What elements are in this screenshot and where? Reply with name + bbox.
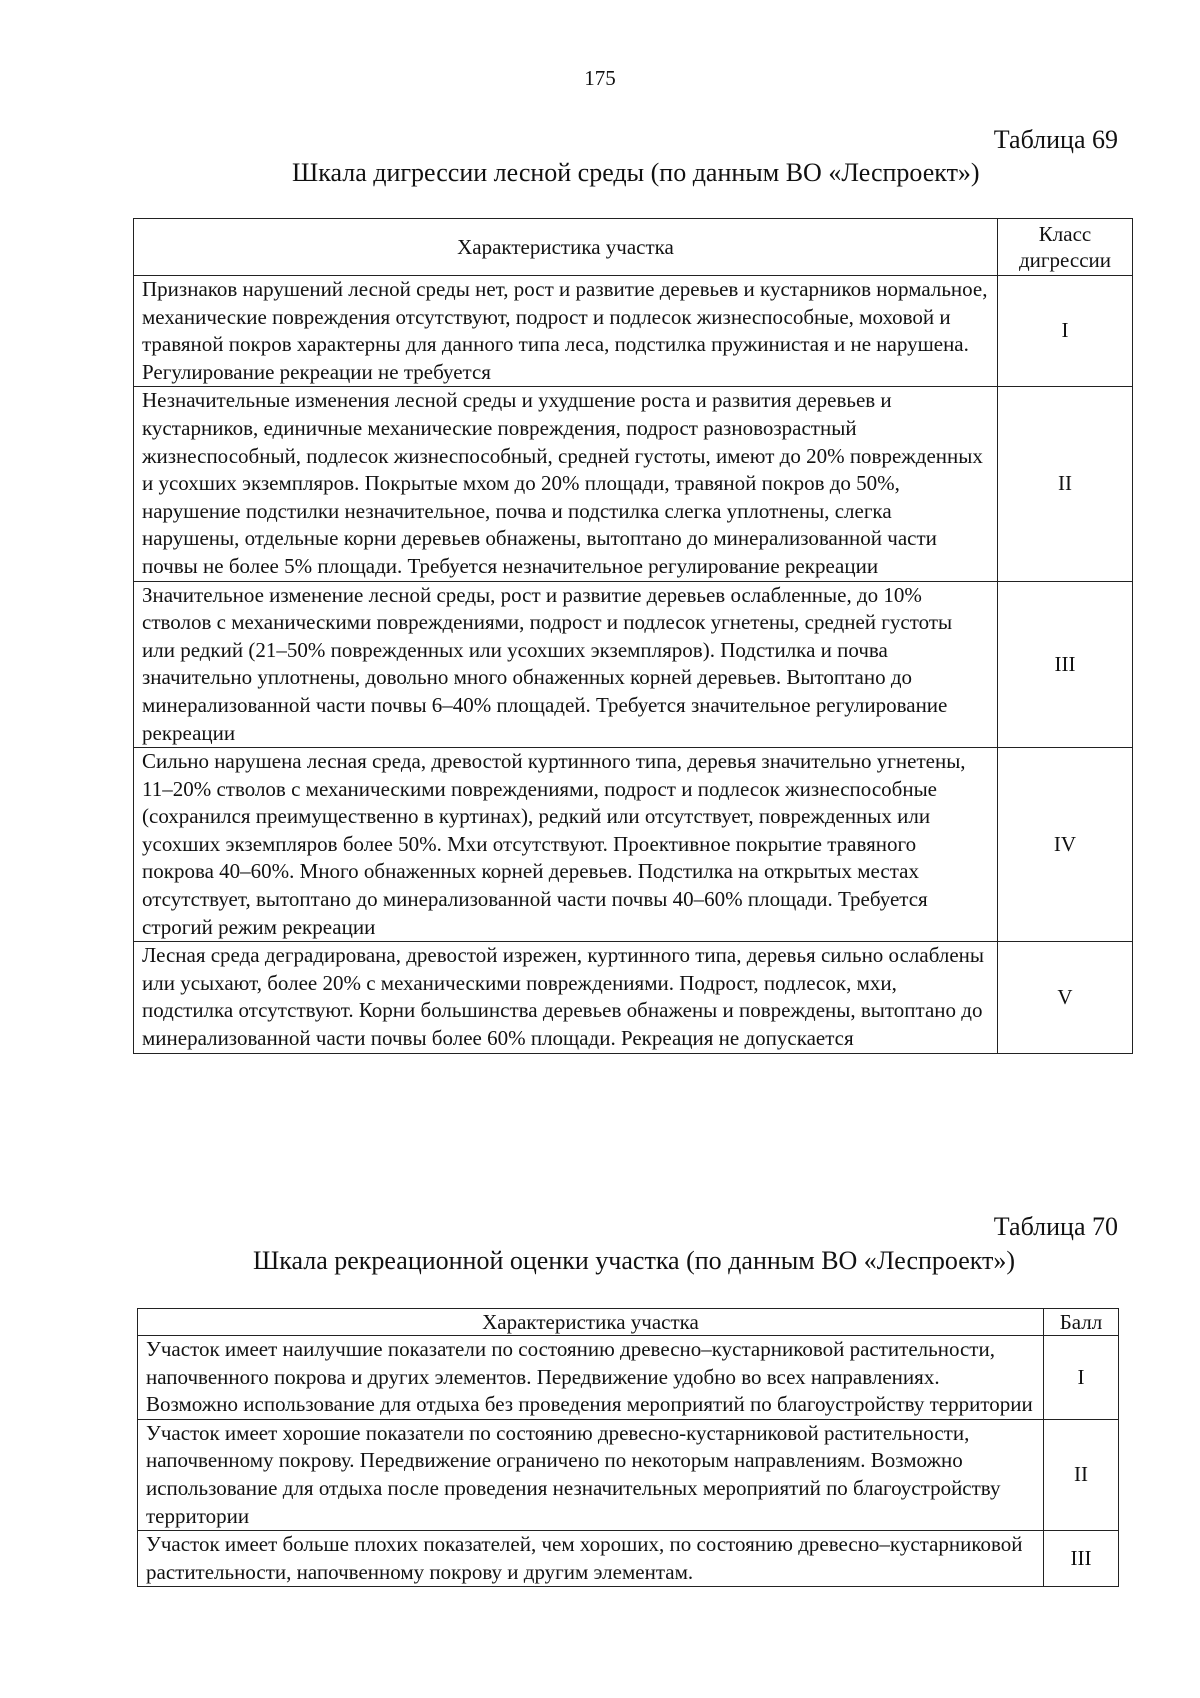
table-69 bbox=[133, 218, 1133, 1054]
row-class: IV bbox=[998, 748, 1133, 942]
page-number: 175 bbox=[584, 66, 616, 90]
table-69-label: Таблица 69 bbox=[993, 125, 1118, 154]
table-row bbox=[138, 1531, 1119, 1587]
header-class-line2: дигрессии bbox=[1019, 248, 1111, 272]
row-description: Признаков нарушений лесной среды нет, рост и развитие деревьев и кустарников нормальное, механические повреждения отсутствуют, подрост и подлесок жизнеспособные, моховой и травяной покров характерны для данного типа леса, подстилка пружинистая и не нарушена. Регулирование рекреации не требуется bbox=[134, 276, 998, 387]
table-70-label: Таблица 70 bbox=[993, 1212, 1118, 1241]
header-class-line1: Класс bbox=[1038, 222, 1092, 246]
table-row bbox=[134, 387, 1133, 581]
header-characteristic: Характеристика участка bbox=[138, 1309, 1044, 1336]
table-70 bbox=[137, 1308, 1119, 1587]
row-description: Значительное изменение лесной среды, рост и развитие деревьев ослабленные, до 10% стволов с механическими повреждениями, подрост и подлесок угнетены, средней густоты или редкий (21–50% поврежденных или усохших экземпляров). Подстилка и почва значительно уплотнены, довольно много обнаженных корней деревьев. Вытоптано до минерализованной части почвы 6–40% площадей. Требуется значительное регулирование рекреации bbox=[134, 581, 998, 748]
table-69-title: Шкала дигрессии лесной среды (по данным ВО «Леспроект») bbox=[292, 158, 980, 187]
row-score: II bbox=[1044, 1419, 1119, 1530]
row-class: I bbox=[998, 276, 1133, 387]
row-description: Участок имеет больше плохих показателей, чем хороших, по состоянию древесно–кустарниковой растительности, напочвенному покрову и другим элементам. bbox=[138, 1531, 1044, 1587]
table-69-header-row bbox=[134, 219, 1133, 276]
table-row bbox=[134, 942, 1133, 1053]
row-score: I bbox=[1044, 1336, 1119, 1420]
table-row bbox=[138, 1336, 1119, 1420]
table-row bbox=[138, 1419, 1119, 1530]
row-description: Лесная среда деградирована, древостой изрежен, куртинного типа, деревья сильно ослаблены или усыхают, более 20% с механическими повреждениями. Подрост, подлесок, мхи, подстилка отсутствуют. Корни большинства деревьев обнажены и повреждены, вытоптано до минерализованной части почвы более 60% площади. Рекреация не допускается bbox=[134, 942, 998, 1053]
row-description: Сильно нарушена лесная среда, древостой куртинного типа, деревья значительно угнетены, 11–20% стволов с механическими повреждениями, подрост и подлесок жизнеспособные (сохранился преимущественно в куртинах), редкий или отсутствует, поврежденных или усохших экземпляров более 50%. Мхи отсутствуют. Проективное покрытие травяного покрова 40–60%. Много обнаженных корней деревьев. Подстилка на открытых местах отсутствует, вытоптано до минерализованной части почвы 40–60% площади. Требуется строгий режим рекреации bbox=[134, 748, 998, 942]
header-characteristic: Характеристика участка bbox=[134, 219, 998, 276]
row-description: Незначительные изменения лесной среды и ухудшение роста и развития деревьев и кустарников, единичные механические повреждения, подрост разновозрастный жизнеспособный, подлесок жизнеспособный, средней густоты, имеют до 20% поврежденных и усохших экземпляров. Покрытые мхом до 20% площади, травяной покров до 50%, нарушение подстилки незначительное, почва и подстилка слегка уплотнены, слегка нарушены, отдельные корни деревьев обнажены, вытоптано до минерализованной части почвы не более 5% площади. Требуется незначительное регулирование рекреации bbox=[134, 387, 998, 581]
header-score: Балл bbox=[1044, 1309, 1119, 1336]
header-class bbox=[998, 219, 1133, 276]
row-class: III bbox=[998, 581, 1133, 748]
row-description: Участок имеет наилучшие показатели по состоянию древесно–кустарниковой растительности, напочвенного покрова и других элементов. Передвижение удобно во всех направлениях. Возможно использование для отдыха без проведения мероприятий по благоустройству территории bbox=[138, 1336, 1044, 1420]
row-class: V bbox=[998, 942, 1133, 1053]
table-70-header-row bbox=[138, 1309, 1119, 1336]
row-description: Участок имеет хорошие показатели по состоянию древесно-кустарниковой растительности, напочвенному покрову. Передвижение ограничено по некоторым направлениям. Возможно использование для отдыха после проведения незначительных мероприятий по благоустройству территории bbox=[138, 1419, 1044, 1530]
table-row bbox=[134, 748, 1133, 942]
row-class: II bbox=[998, 387, 1133, 581]
table-70-title: Шкала рекреационной оценки участка (по данным ВО «Леспроект») bbox=[253, 1246, 1016, 1275]
table-row bbox=[134, 581, 1133, 748]
table-row bbox=[134, 276, 1133, 387]
row-score: III bbox=[1044, 1531, 1119, 1587]
